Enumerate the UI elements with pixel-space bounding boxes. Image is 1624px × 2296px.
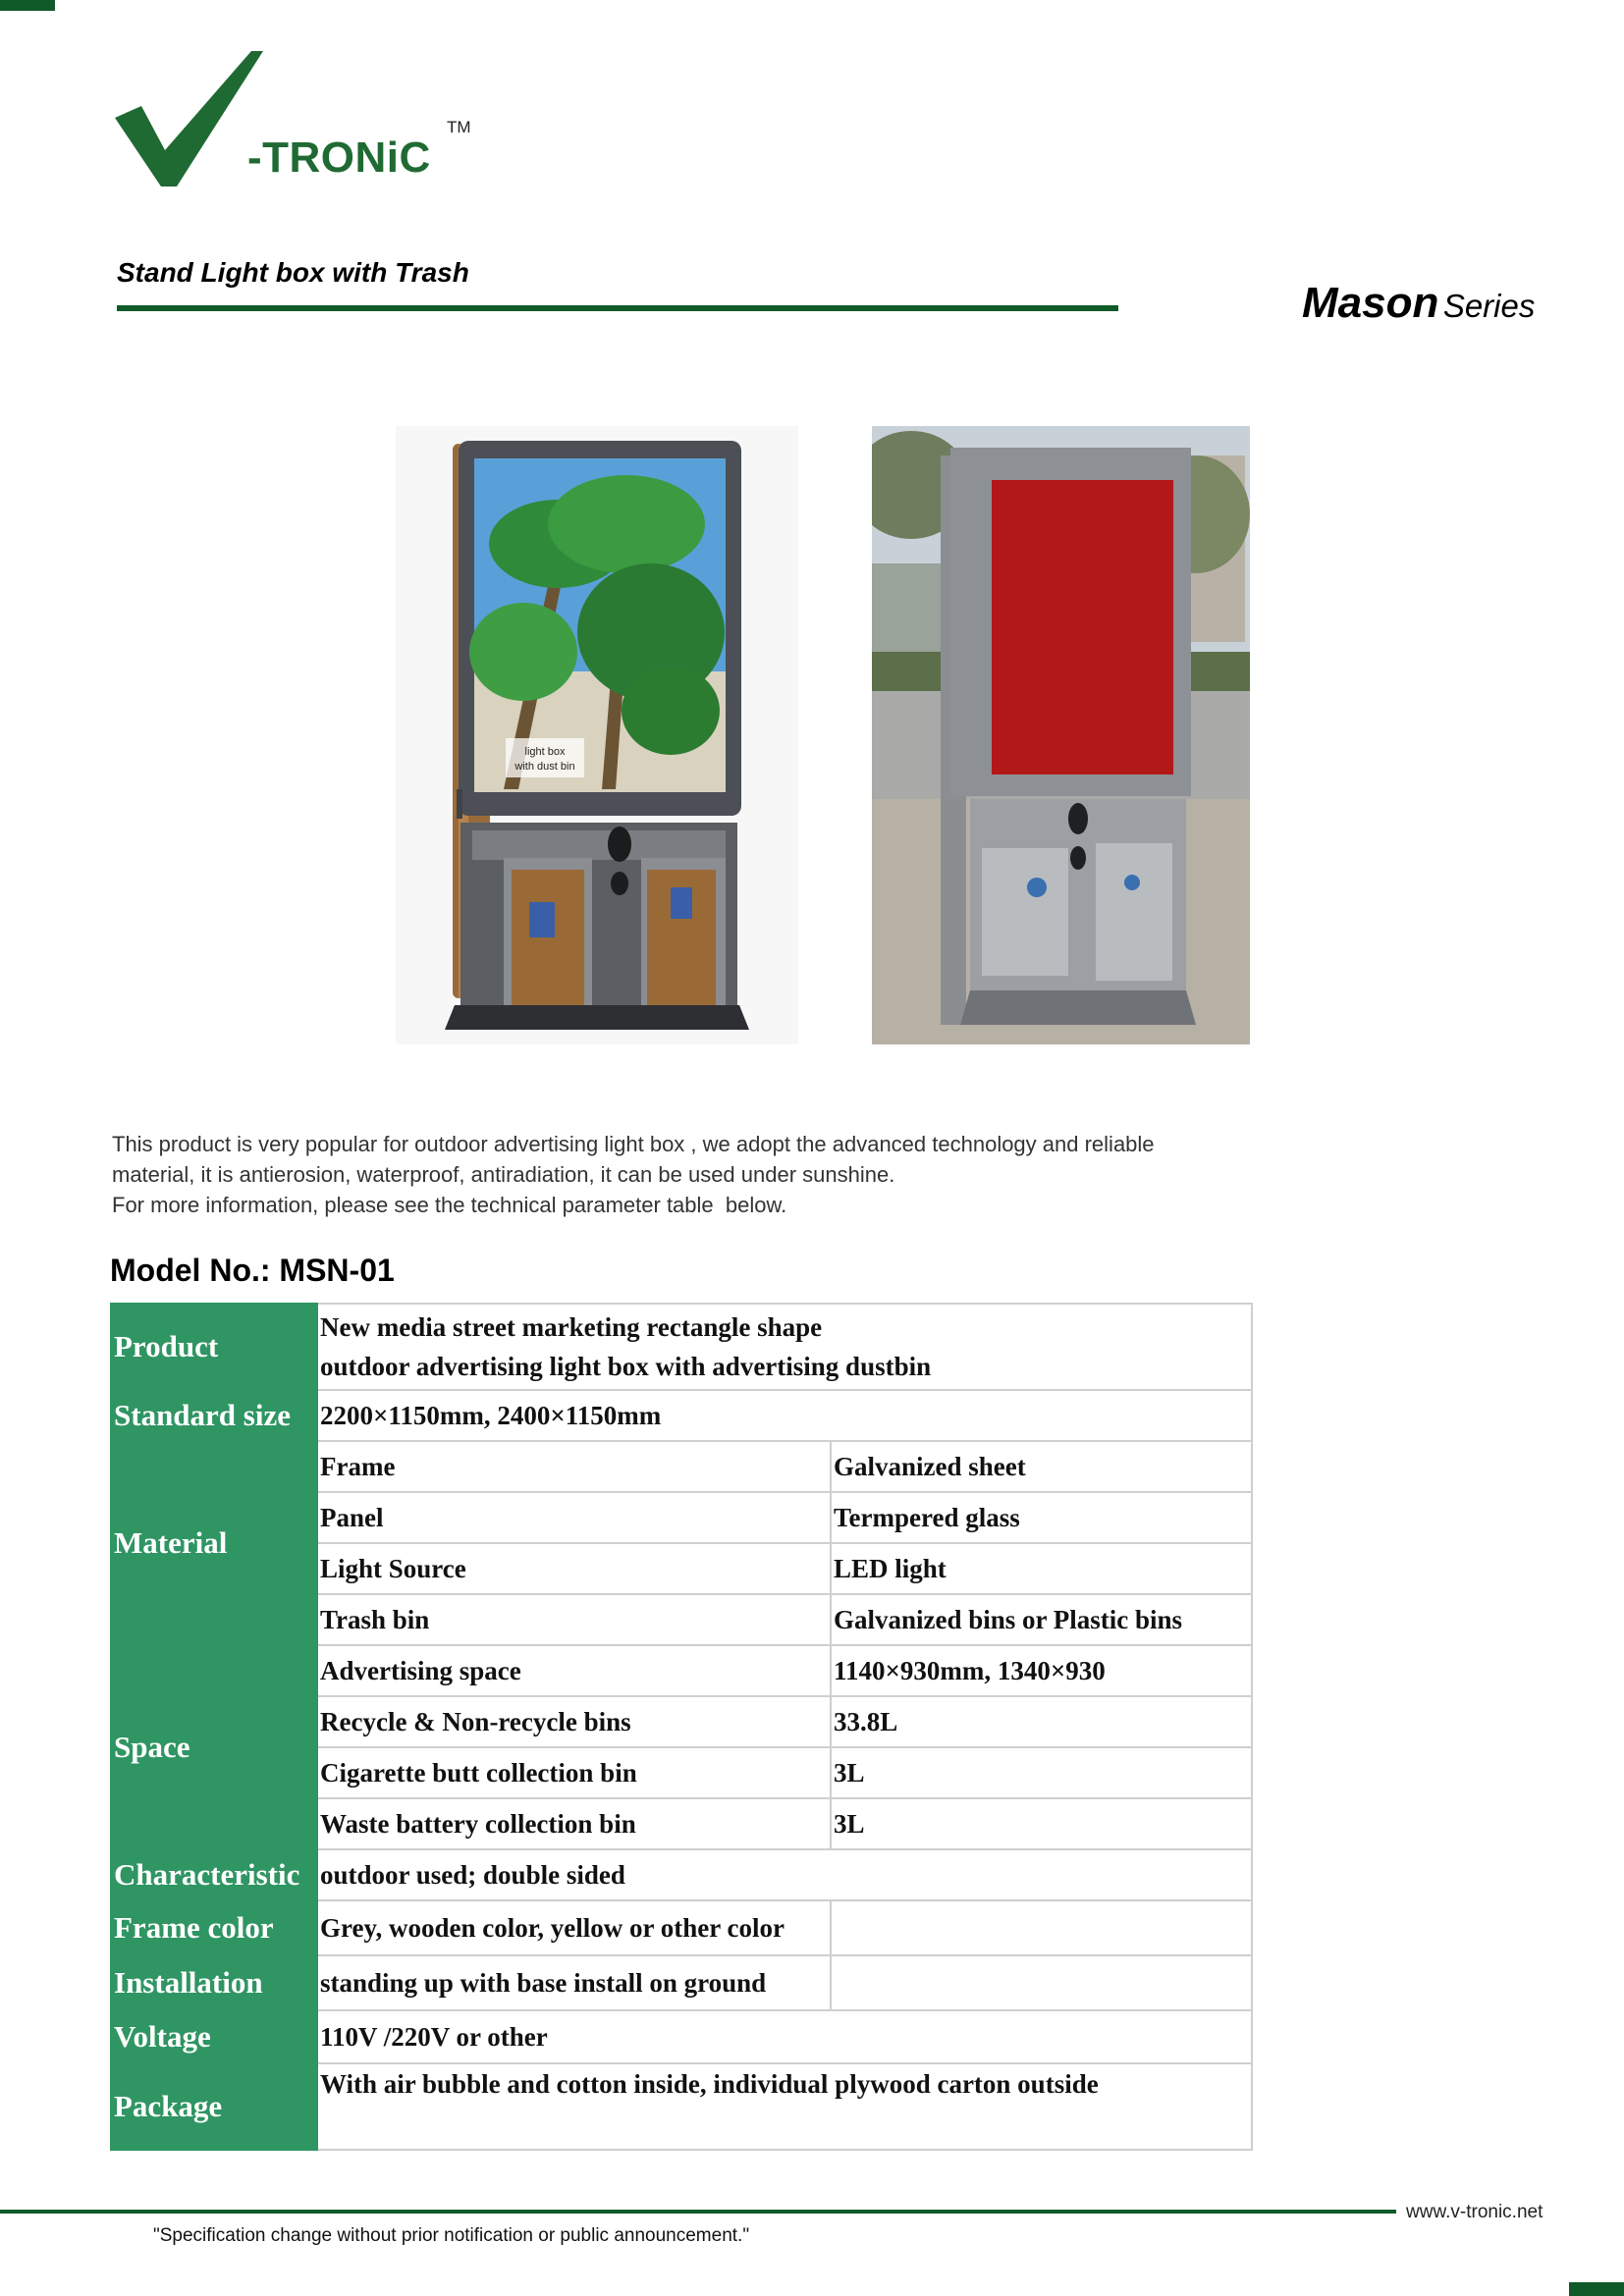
space-name: Cigarette butt collection bin (317, 1747, 831, 1798)
product-value (317, 1304, 1252, 1390)
table-row (111, 1849, 1252, 1900)
installation-value: standing up with base install on ground (317, 1955, 831, 2010)
space-value: 1140×930mm, 1340×930 (831, 1645, 1252, 1696)
spec-table (110, 1303, 1253, 2151)
photo-caption-line2: with dust bin (514, 761, 575, 773)
table-row (111, 1900, 1252, 1955)
row-header-product: Product (111, 1304, 317, 1390)
table-row (111, 1645, 1252, 1696)
row-header-installation: Installation (111, 1955, 317, 2010)
row-header-standard-size: Standard size (111, 1390, 317, 1441)
characteristic-value: outdoor used; double sided (317, 1849, 1252, 1900)
corner-accent-bottom (1569, 2282, 1624, 2296)
photo-caption-line1: light box (524, 746, 566, 758)
row-header-space: Space (111, 1645, 317, 1849)
product-photo-street (872, 426, 1250, 1044)
row-header-package: Package (111, 2063, 317, 2150)
material-value: Galvanized sheet (831, 1441, 1252, 1492)
material-name: Panel (317, 1492, 831, 1543)
corner-accent-top (0, 0, 55, 11)
material-name: Frame (317, 1441, 831, 1492)
row-header-frame-color: Frame color (111, 1900, 317, 1955)
empty-cell (831, 1900, 1252, 1955)
standard-size-value: 2200×1150mm, 2400×1150mm (317, 1390, 1252, 1441)
material-name: Light Source (317, 1543, 831, 1594)
material-name: Trash bin (317, 1594, 831, 1645)
table-row (111, 2063, 1252, 2150)
model-number: Model No.: MSN-01 (110, 1253, 395, 1288)
empty-cell (831, 1955, 1252, 2010)
logo-text: -TRONiC (247, 133, 431, 182)
product-description (112, 1129, 1290, 1220)
space-name: Waste battery collection bin (317, 1798, 831, 1849)
space-value: 3L (831, 1747, 1252, 1798)
product-line: outdoor advertising light box with advertising dustbin (320, 1352, 932, 1381)
description-line: For more information, please see the technical parameter table below. (112, 1193, 787, 1217)
frame-color-value: Grey, wooden color, yellow or other color (317, 1900, 831, 1955)
trademark-mark: TM (447, 118, 471, 136)
material-value: Galvanized bins or Plastic bins (831, 1594, 1252, 1645)
row-header-material: Material (111, 1441, 317, 1645)
description-line: This product is very popular for outdoor advertising light box , we adopt the advanced technology and reliable (112, 1132, 1155, 1156)
product-photo-wood (396, 426, 798, 1044)
space-value: 3L (831, 1798, 1252, 1849)
table-row (111, 1955, 1252, 2010)
table-row (111, 1304, 1252, 1390)
page-title: Stand Light box with Trash (117, 257, 469, 288)
table-row (111, 1441, 1252, 1492)
title-divider (117, 305, 1118, 311)
material-value: Termpered glass (831, 1492, 1252, 1543)
row-header-voltage: Voltage (111, 2010, 317, 2063)
table-row (111, 2010, 1252, 2063)
description-line: material, it is antierosion, waterproof, antiradiation, it can be used under sunshine. (112, 1162, 895, 1187)
series-name: Mason (1302, 279, 1439, 327)
website-url: www.v-tronic.net (1406, 2202, 1543, 2222)
row-header-characteristic: Characteristic (111, 1849, 317, 1900)
footer-divider (0, 2210, 1396, 2214)
table-row (111, 1390, 1252, 1441)
space-name: Advertising space (317, 1645, 831, 1696)
material-value: LED light (831, 1543, 1252, 1594)
footer-disclaimer: "Specification change without prior notification or public announcement." (153, 2225, 750, 2246)
product-line: New media street marketing rectangle shape (320, 1312, 823, 1342)
space-value: 33.8L (831, 1696, 1252, 1747)
series-label (1302, 279, 1535, 328)
space-name: Recycle & Non-recycle bins (317, 1696, 831, 1747)
voltage-value: 110V /220V or other (317, 2010, 1252, 2063)
series-word: Series (1442, 288, 1536, 324)
package-value: With air bubble and cotton inside, individual plywood carton outside (317, 2063, 1252, 2150)
